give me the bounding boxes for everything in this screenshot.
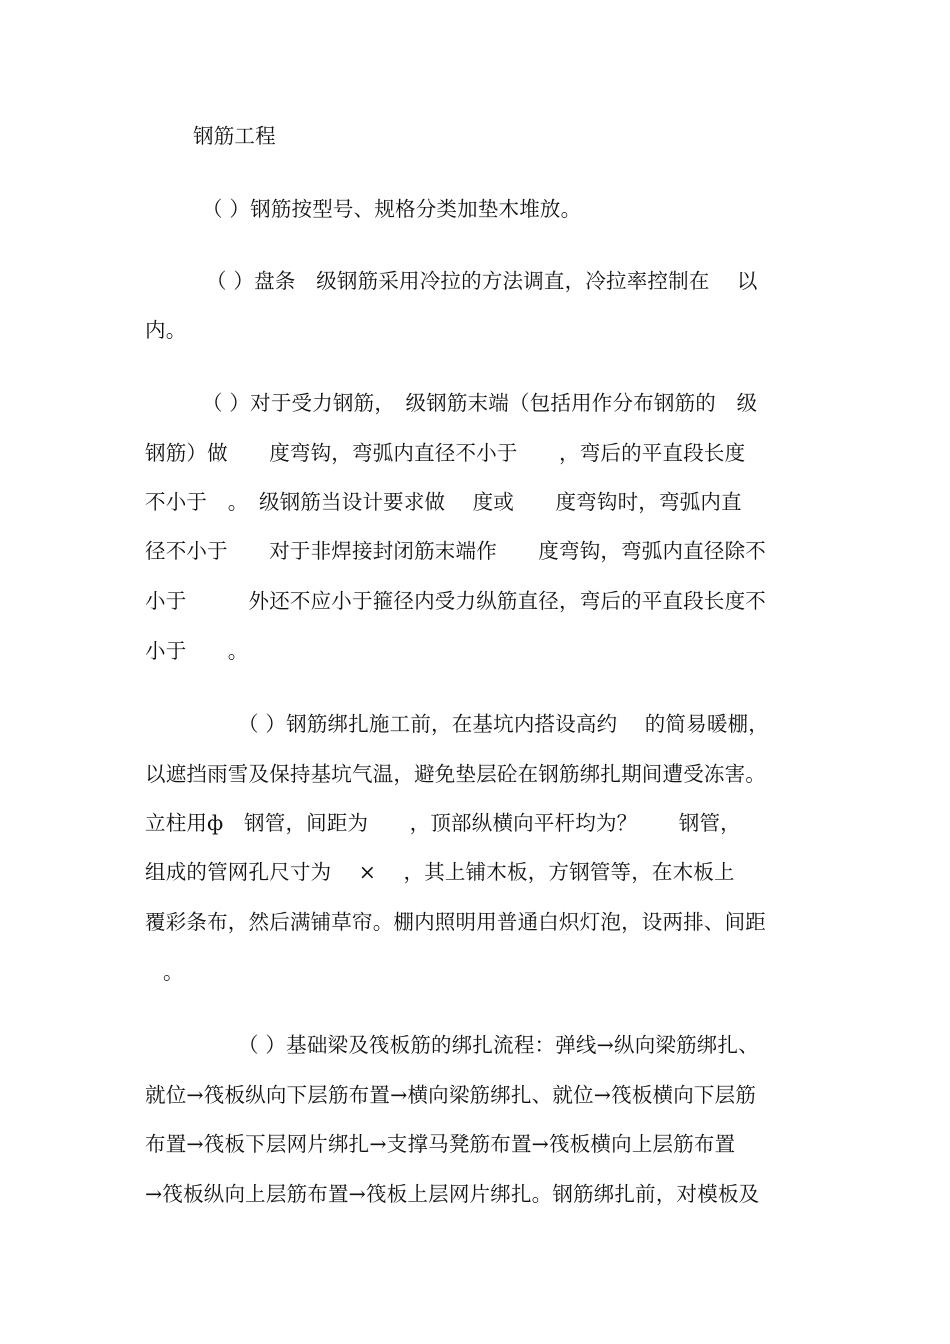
document-title: 钢筋工程 (193, 124, 276, 148)
paragraph-5-line-1: （ ）基础梁及筏板筋的绑扎流程：弹线→纵向梁筋绑扎、 (238, 1033, 759, 1057)
paragraph-3-line-1: （ ）对于受力钢筋， 级钢筋末端（包括用作分布钢筋的 级 (202, 391, 758, 415)
paragraph-3-line-6: 小于 。 (145, 639, 249, 663)
paragraph-1-line-1: （ ）钢筋按型号、规格分类加垫木堆放。 (202, 197, 582, 221)
paragraph-3-line-5: 小于 外还不应小于箍径内受力纵筋直径，弯后的平直段长度不 (145, 589, 766, 613)
paragraph-4-line-2: 以遮挡雨雪及保持基坑气温，避免垫层砼在钢筋绑扎期间遭受冻害。 (145, 762, 766, 786)
paragraph-3-line-4: 径不小于 对于非焊接封闭筋末端作 度弯钩，弯弧内直径除不 (145, 539, 766, 563)
paragraph-4-line-4: 组成的管网孔尺寸为 × ，其上铺木板，方钢管等，在木板上 (145, 860, 735, 884)
paragraph-2-line-2: 内。 (145, 318, 187, 342)
paragraph-5-line-2: 就位→筏板纵向下层筋布置→横向梁筋绑扎、就位→筏板横向下层筋 (145, 1083, 757, 1107)
paragraph-2-line-1: （ ）盘条 级钢筋采用冷拉的方法调直，冷拉率控制在 以 (206, 269, 758, 293)
paragraph-4-line-1: （ ）钢筋绑扎施工前，在基坑内搭设高约 的简易暖棚， (238, 712, 769, 736)
paragraph-4-line-5: 覆彩条布，然后满铺草帘。棚内照明用普通白炽灯泡，设两排、间距 (145, 910, 766, 934)
paragraph-3-line-3: 不小于 。 级钢筋当设计要求做 度或 度弯钩时，弯弧内直 (145, 490, 742, 514)
paragraph-4-line-3: 立柱用ф 钢管，间距为 ，顶部纵横向平杆均为？ 钢管， (145, 811, 741, 835)
paragraph-4-line-6: 。 (163, 960, 184, 984)
paragraph-3-line-2: 钢筋）做 度弯钩，弯弧内直径不小于 ，弯后的平直段长度 (145, 441, 746, 465)
paragraph-5-line-4: →筏板纵向上层筋布置→筏板上层网片绑扎。钢筋绑扎前，对模板及 (145, 1182, 760, 1206)
paragraph-5-line-3: 布置→筏板下层网片绑扎→支撑马凳筋布置→筏板横向上层筋布置 (145, 1132, 736, 1156)
